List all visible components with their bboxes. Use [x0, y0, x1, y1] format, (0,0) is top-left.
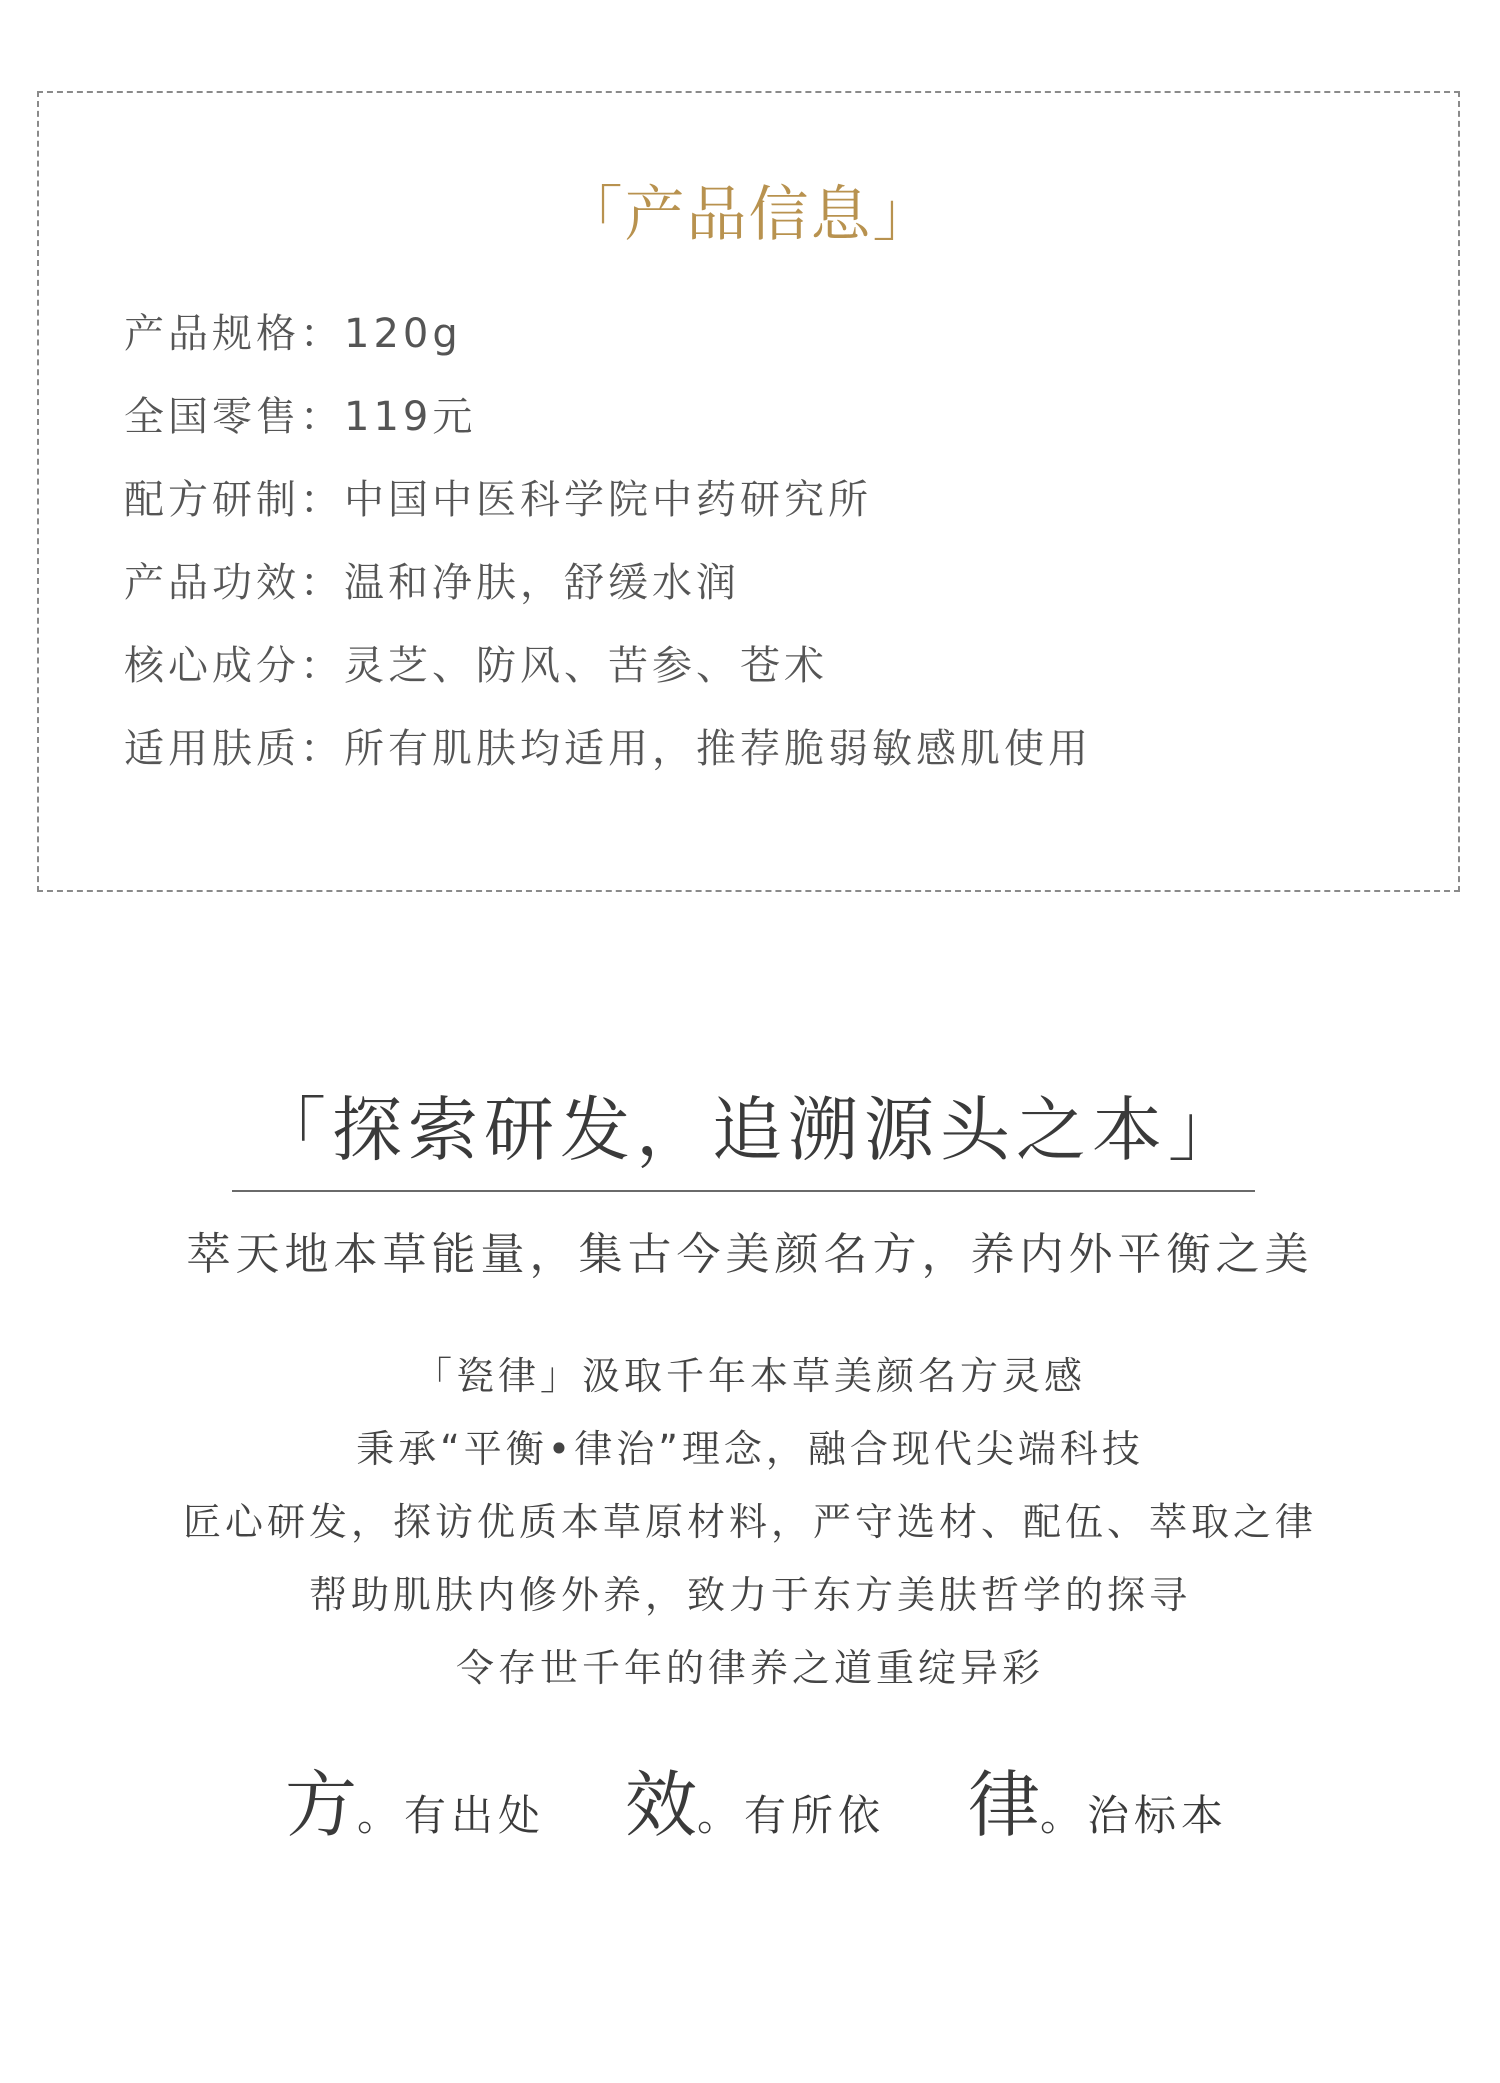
product-info-box	[37, 91, 1460, 892]
description-line: 秉承“平衡•律治”理念，融合现代尖端科技	[356, 1427, 1144, 1471]
spec-row-ingredients: 核心成分：灵芝、防风、苦参、苍术	[124, 643, 828, 689]
spec-row-size: 产品规格：120g	[124, 311, 462, 357]
research-headline: 「探索研发，追溯源头之本」	[256, 1089, 1244, 1171]
pillar-char: 律	[968, 1763, 1041, 1847]
pillar-suffix: 。有出处	[357, 1791, 546, 1840]
spec-row-formula: 配方研制：中国中医科学院中药研究所	[124, 477, 872, 523]
pillars-row	[0, 1755, 1500, 1865]
research-description	[0, 1340, 1500, 1705]
spec-list	[124, 293, 1092, 791]
pillar-suffix: 。有所依	[697, 1791, 886, 1840]
spec-row-skin-type: 适用肤质：所有肌肤均适用，推荐脆弱敏感肌使用	[124, 726, 1092, 772]
pillar-xiao	[625, 1755, 885, 1866]
spec-row-price: 全国零售：119元	[124, 394, 477, 440]
pillar-char: 方	[285, 1763, 358, 1847]
pillar-suffix: 。治标本	[1040, 1791, 1229, 1840]
pillar-fang	[285, 1755, 545, 1866]
description-line: 帮助肌肤内修外养，致力于东方美肤哲学的探寻	[308, 1573, 1191, 1617]
pillar-char: 效	[625, 1763, 698, 1847]
pillar-lv	[968, 1755, 1228, 1866]
spec-row-efficacy: 产品功效：温和净肤，舒缓水润	[124, 560, 740, 606]
description-line: 令存世千年的律养之道重绽异彩	[455, 1646, 1044, 1690]
description-line: 「瓷律」汲取千年本草美颜名方灵感	[413, 1354, 1086, 1398]
research-subhead: 萃天地本草能量，集古今美颜名方，养内外平衡之美	[186, 1229, 1314, 1280]
headline-divider	[232, 1190, 1255, 1192]
product-info-title: 「产品信息」	[562, 180, 935, 250]
description-line: 匠心研发，探访优质本草原材料，严守选材、配伍、萃取之律	[182, 1500, 1317, 1544]
